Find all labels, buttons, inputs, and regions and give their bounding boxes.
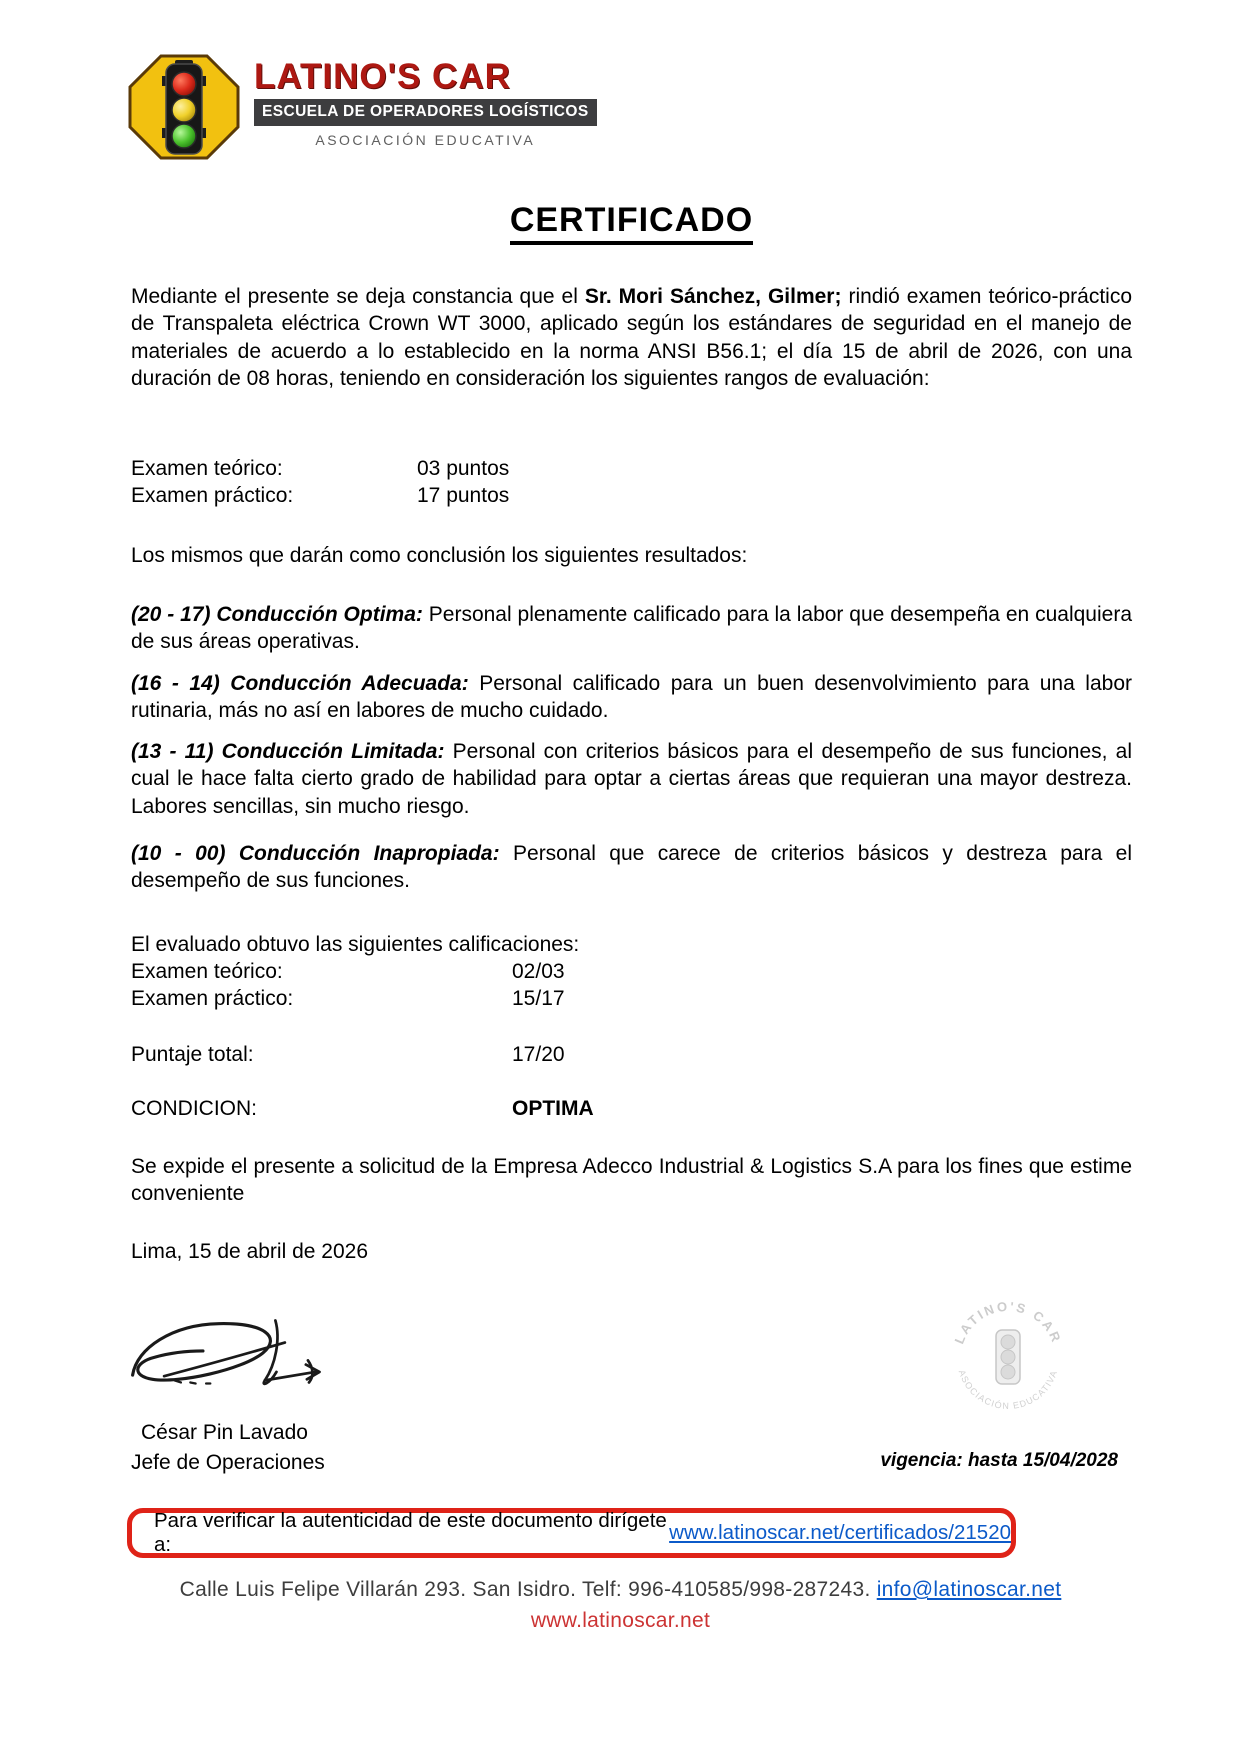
result-value: 02/03: [512, 960, 565, 983]
range-heading: (10 - 00) Conducción Inapropiada:: [131, 842, 500, 865]
range-paragraph: [131, 601, 1132, 656]
intro-after: rindió examen teórico-práctico de Transpaleta eléctrica Crown WT 3000, aplicado según los estándares de seguridad en el manejo de materiales de acuerdo a lo establecido en la norma ANSI B56.1; el día 15 de abril de 2026, con una duración de 08 horas, teniendo en consideración los siguientes rangos de evaluación:: [131, 285, 1133, 390]
range-text: Personal plenamente calificado para la labor que desempeña en cualquiera de sus áreas operativas.: [131, 603, 1132, 654]
title-row: [131, 200, 1132, 245]
seal-watermark-icon: [944, 1294, 1072, 1422]
verification-box: [127, 1508, 1016, 1558]
conclusion-intro: Los mismos que darán como conclusión los siguientes resultados:: [131, 544, 748, 567]
range-paragraph: [131, 670, 1132, 725]
total-value: 17/20: [512, 1043, 565, 1066]
range-paragraph: [131, 738, 1132, 820]
condition-label: CONDICION:: [131, 1097, 257, 1120]
score-row: [131, 482, 1132, 509]
range-heading: (20 - 17) Conducción Optima:: [131, 603, 423, 626]
score-label: Examen práctico:: [131, 484, 294, 508]
logo: [128, 54, 597, 160]
intro-paragraph: [131, 283, 1132, 392]
footer-address-line: [0, 1578, 1241, 1602]
result-label: Examen teórico:: [131, 960, 283, 983]
range-heading: (16 - 14) Conducción Adecuada:: [131, 672, 469, 695]
footer-address: Calle Luis Felipe Villarán 293. San Isidro. Telf: 996-410585/998-287243.: [179, 1578, 877, 1601]
condition-value: OPTIMA: [512, 1097, 594, 1120]
svg-text:LATINO'S CAR: LATINO'S CAR: [951, 1298, 1065, 1347]
footer-website[interactable]: www.latinoscar.net: [530, 1609, 711, 1632]
footer: [0, 1578, 1241, 1633]
condition-row: [131, 1095, 1132, 1122]
logo-banner: ESCUELA DE OPERADORES LOGÍSTICOS: [254, 99, 597, 126]
total-score-row: [131, 1041, 1132, 1068]
svg-text:ASOCIACIÓN EDUCATIVA: ASOCIACIÓN EDUCATIVA: [956, 1368, 1060, 1412]
footer-email-link[interactable]: info@latinoscar.net: [876, 1578, 1062, 1601]
candidate-name: Sr. Mori Sánchez, Gilmer;: [584, 285, 842, 308]
intro-before: Mediante el presente se deja constancia que el: [131, 285, 585, 308]
verification-link[interactable]: www.latinoscar.net/certificados/21520: [669, 1521, 1011, 1544]
signatory-name: César Pin Lavado: [141, 1421, 308, 1444]
result-row: [131, 985, 1132, 1012]
issuance-paragraph: Se expide el presente a solicitud de la Empresa Adecco Industrial & Logistics S.A para los fines que estime conveniente: [131, 1155, 1132, 1206]
range-text: Personal con criterios básicos para el desempeño de sus funciones, al cual le hace falta cierto grado de habilidad para optar a ciertas áreas que requieran una mayor destreza. Labores sencillas, sin mucho riesgo.: [131, 740, 1132, 818]
logo-text-block: [254, 54, 597, 148]
signatory-role: Jefe de Operaciones: [131, 1451, 325, 1474]
place-date: Lima, 15 de abril de 2026: [131, 1240, 368, 1263]
initial-scores: [131, 455, 1132, 510]
verification-text: Para verificar la autenticidad de este documento dirígete a:: [154, 1509, 667, 1556]
result-row: [131, 958, 1132, 985]
score-row: [131, 455, 1132, 482]
result-label: Examen práctico:: [131, 987, 294, 1011]
page-title: CERTIFICADO: [510, 200, 753, 245]
range-heading: (13 - 11) Conducción Limitada:: [131, 740, 445, 763]
result-value: 15/17: [512, 987, 565, 1011]
results-rows: [131, 958, 1132, 1013]
score-value: 03 puntos: [417, 457, 510, 480]
score-label: Examen teórico:: [131, 457, 283, 480]
validity-note: vigencia: hasta 15/04/2028: [880, 1450, 1118, 1471]
total-label: Puntaje total:: [131, 1043, 254, 1066]
range-text: Personal que carece de criterios básicos y destreza para el desempeño de sus funciones.: [131, 842, 1132, 893]
signature-image: [118, 1310, 353, 1415]
range-paragraph: [131, 840, 1132, 895]
range-text: Personal calificado para un buen desenvolvimiento para una labor rutinaria, más no así en labores de mucho cuidado.: [131, 672, 1132, 723]
results-intro: El evaluado obtuvo las siguientes calificaciones:: [131, 933, 580, 956]
brand-name: LATINO'S CAR: [254, 57, 511, 96]
logo-subtitle: ASOCIACIÓN EDUCATIVA: [315, 132, 536, 148]
traffic-light-icon: [128, 54, 240, 160]
score-value: 17 puntos: [417, 484, 510, 508]
